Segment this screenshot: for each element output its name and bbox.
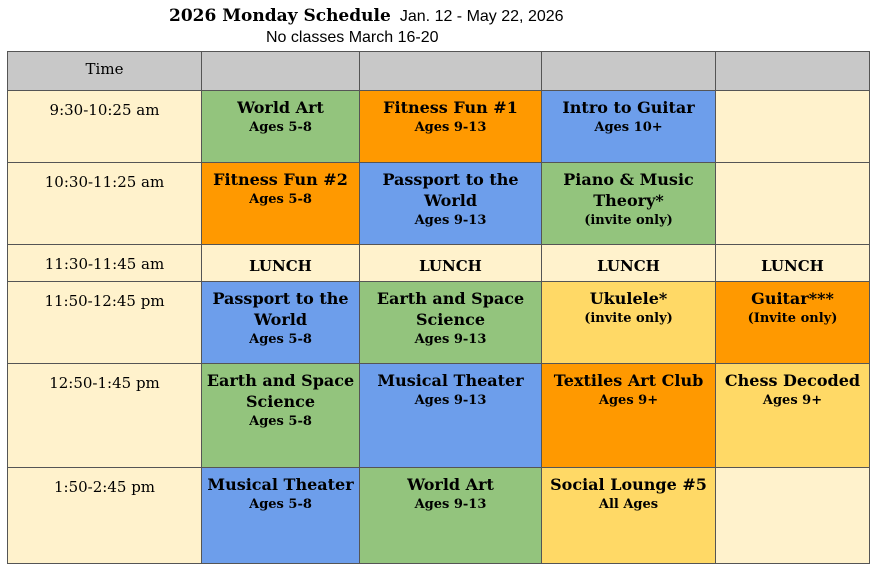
time-cell [8,364,202,468]
class-name: Earth and Space Science [376,289,525,329]
column-header-3 [542,52,716,91]
class-cell [202,468,360,564]
header-row [8,52,870,91]
lunch-label: LUNCH [249,257,312,275]
class-cell [542,282,716,364]
class-name: Intro to Guitar [562,98,695,117]
lunch-cell [360,245,542,282]
schedule-row [8,91,870,163]
no-classes-note: No classes March 16-20 [266,29,439,46]
time-header: Time [85,60,124,78]
class-cell [360,163,542,245]
class-name: Ukulele* [589,289,668,308]
class-name: World Art [407,475,494,494]
time-label: 9:30-10:25 am [49,101,160,119]
class-age: (invite only) [584,213,673,228]
column-header-2 [360,52,542,91]
class-age: Ages 5-8 [249,497,312,512]
schedule-row [8,163,870,245]
time-label: 12:50-1:45 pm [49,374,160,392]
class-cell [202,282,360,364]
class-cell [716,364,870,468]
class-name: Musical Theater [377,371,524,390]
schedule-row [8,364,870,468]
class-cell [360,282,542,364]
empty-cell [716,163,870,245]
class-age: Ages 5-8 [249,414,312,429]
empty-cell [716,468,870,564]
class-cell [542,163,716,245]
column-header-1 [202,52,360,91]
class-cell [716,282,870,364]
lunch-cell [202,245,360,282]
time-cell [8,163,202,245]
class-name: Earth and Space Science [206,371,355,411]
class-name: Guitar*** [751,289,834,308]
lunch-label: LUNCH [597,257,660,275]
class-name: Fitness Fun #1 [383,98,518,117]
class-name: Textiles Art Club [553,371,704,390]
schedule-row [8,282,870,364]
class-age: Ages 5-8 [249,120,312,135]
class-age: Ages 9-13 [414,213,487,228]
lunch-cell [542,245,716,282]
class-name: World Art [237,98,324,117]
class-cell [542,468,716,564]
schedule-table [7,51,870,564]
class-age: Ages 5-8 [249,192,312,207]
schedule-row [8,245,870,282]
class-name: Passport to the World [212,289,349,329]
class-name: Social Lounge #5 [550,475,707,494]
time-label: 11:30-11:45 am [44,255,165,273]
class-cell [542,364,716,468]
class-age: Ages 9+ [762,393,823,408]
class-cell [360,468,542,564]
empty-cell [716,91,870,163]
time-cell [8,91,202,163]
lunch-cell [716,245,870,282]
class-age: Ages 9-13 [414,120,487,135]
class-name: Piano & Music Theory* [563,170,694,210]
time-cell [8,468,202,564]
date-range: Jan. 12 - May 22, 2026 [399,8,564,25]
class-age: Ages 10+ [594,120,663,135]
class-name: Passport to the World [382,170,519,210]
time-cell [8,282,202,364]
class-name: Fitness Fun #2 [213,170,348,189]
class-age: Ages 9-13 [414,497,487,512]
class-cell [360,364,542,468]
time-label: 1:50-2:45 pm [53,478,156,496]
class-age: (Invite only) [747,311,838,326]
time-label: 10:30-11:25 am [44,173,165,191]
class-cell [202,91,360,163]
lunch-label: LUNCH [761,257,824,275]
class-cell [542,91,716,163]
column-header-4 [716,52,870,91]
class-cell [360,91,542,163]
lunch-label: LUNCH [419,257,482,275]
class-age: All Ages [598,497,659,512]
class-age: Ages 9-13 [414,393,487,408]
class-cell [202,163,360,245]
class-name: Musical Theater [207,475,354,494]
class-age: Ages 9+ [598,393,659,408]
time-cell [8,245,202,282]
class-age: (invite only) [584,311,673,326]
schedule-row [8,468,870,564]
page-title: 2026 Monday Schedule [169,6,391,26]
class-name: Chess Decoded [724,371,861,390]
title-line [169,6,564,26]
schedule-header [0,4,886,48]
class-age: Ages 5-8 [249,332,312,347]
time-label: 11:50-12:45 pm [44,292,165,310]
class-age: Ages 9-13 [414,332,487,347]
class-cell [202,364,360,468]
time-header-cell [8,52,202,91]
